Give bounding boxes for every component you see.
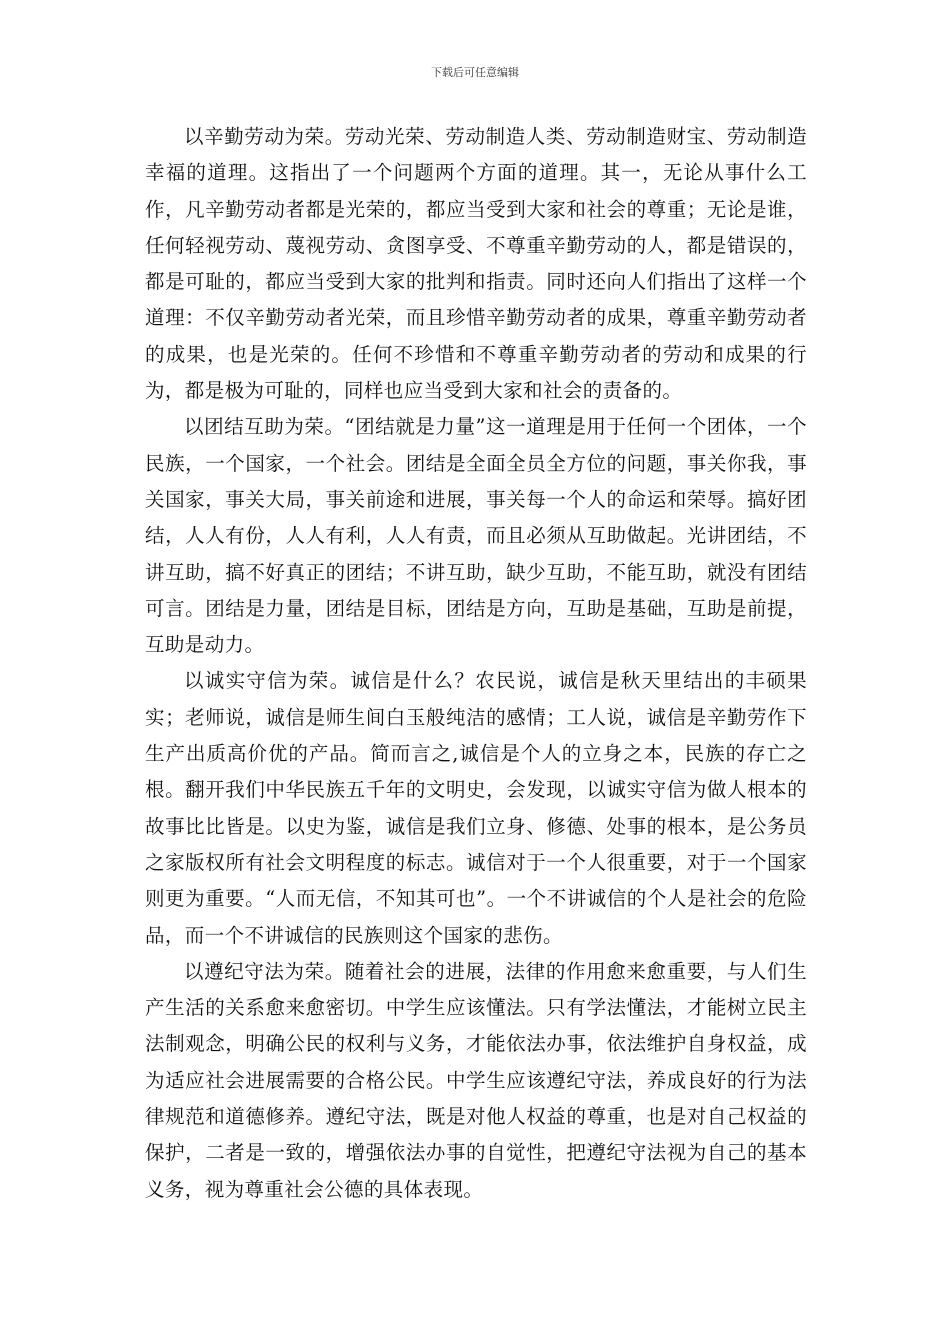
page-header: 下载后可任意编辑 (431, 66, 519, 79)
paragraph-law: 以遵纪守法为荣。随着社会的进展，法律的作用愈来愈重要，与人们生产生活的关系愈来愈密切。中学生应该懂法。只有学法懂法，才能树立民主法制观念，明确公民的权利与义务，才能依法办事，依法维护自身权益，成为适应社会进展需要的合格公民。中学生应该遵纪守法，养成良好的行为法律规范和道德修养。遵纪守法，既是对他人权益的尊重，也是对自己权益的保护，二者是一致的，增强依法办事的自觉性，把遵纪守法视为自己的基本义务，视为尊重社会公德的具体表现。 (145, 959, 807, 1201)
document-body (145, 119, 807, 1208)
paragraph-unity: 以团结互助为荣。“团结就是力量”这一道理是用于任何一个团体，一个民族，一个国家，一个社会。团结是全面全员全方位的问题，事关你我，事关国家，事关大局，事关前途和进展，事关每一个人的命运和荣辱。搞好团结，人人有份，人人有利，人人有责，而且必须从互助做起。光讲团结，不讲互助，搞不好真正的团结；不讲互助，缺少互助，不能互助，就没有团结可言。团结是力量，团结是目标，团结是方向，互助是基础，互助是前提，互助是动力。 (145, 415, 807, 657)
paragraph-honesty: 以诚实守信为荣。诚信是什么？农民说，诚信是秋天里结出的丰硕果实；老师说，诚信是师生间白玉般纯洁的感情；工人说，诚信是辛勤劳作下生产出质高价优的产品。简而言之,诚信是个人的立身之本，民族的存亡之根。翻开我们中华民族五千年的文明史，会发现，以诚实守信为做人根本的故事比比皆是。以史为鉴，诚信是我们立身、修德、处事的根本，是公务员之家版权所有社会文明程度的标志。诚信对于一个人很重要，对于一个国家则更为重要。“人而无信，不知其可也”。一个不讲诚信的个人是社会的危险品，而一个不讲诚信的民族则这个国家的悲伤。 (145, 669, 807, 947)
paragraph-labor: 以辛勤劳动为荣。劳动光荣、劳动制造人类、劳动制造财宝、劳动制造幸福的道理。这指出了一个问题两个方面的道理。其一，无论从事什么工作，凡辛勤劳动者都是光荣的，都应当受到大家和社会的尊重；无论是谁，任何轻视劳动、蔑视劳动、贪图享受、不尊重辛勤劳动的人，都是错误的，都是可耻的，都应当受到大家的批判和指责。同时还向人们指出了这样一个道理：不仅辛勤劳动者光荣，而且珍惜辛勤劳动者的成果，尊重辛勤劳动者的成果，也是光荣的。任何不珍惜和不尊重辛勤劳动者的劳动和成果的行为，都是极为可耻的，同样也应当受到大家和社会的责备的。 (145, 125, 807, 403)
